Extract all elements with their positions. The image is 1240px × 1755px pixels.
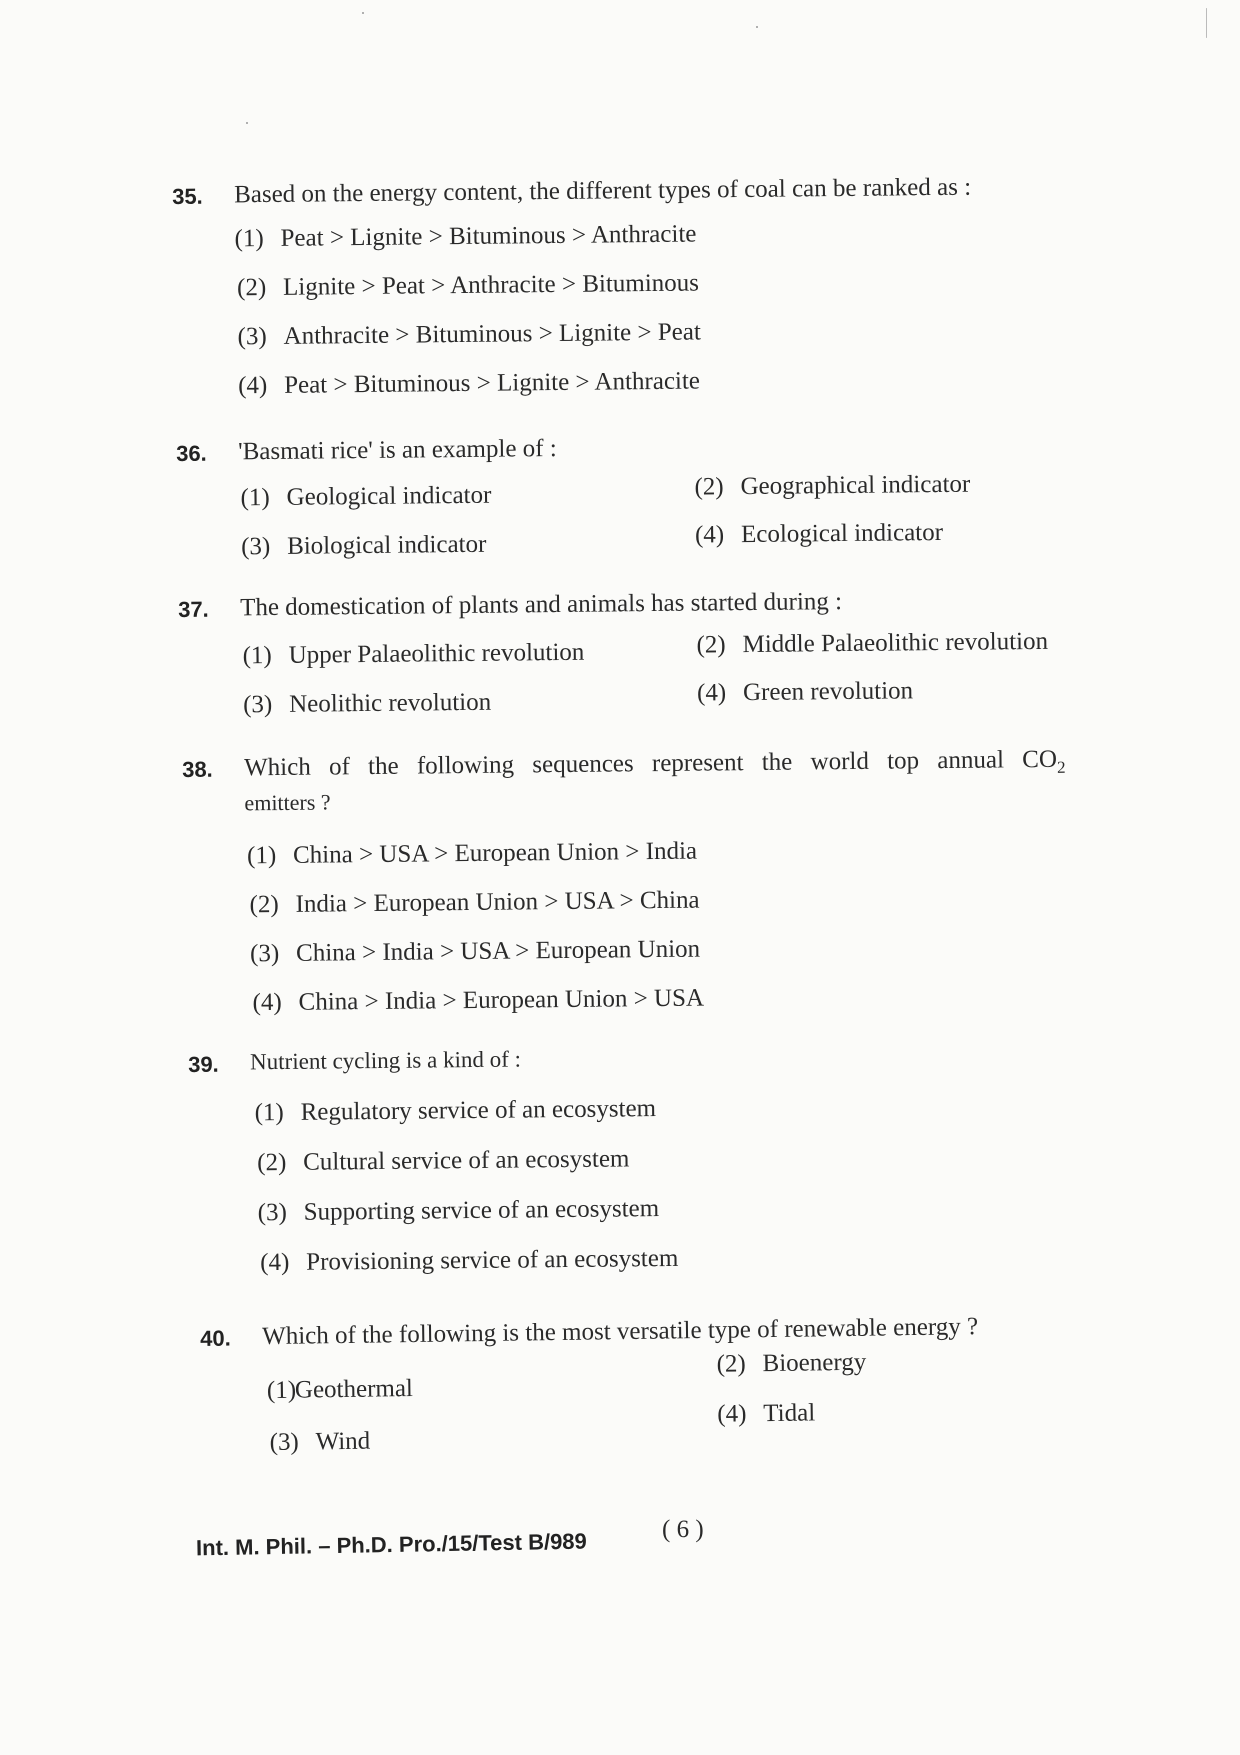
option-1: (1)Geothermal bbox=[266, 1375, 414, 1405]
option-3: (3) China > India > USA > European Union bbox=[249, 935, 701, 968]
question-text-continued: emitters ? bbox=[244, 789, 331, 816]
option-2: (2) Lignite > Peat > Anthracite > Bituminous bbox=[236, 269, 700, 302]
question-text: The domestication of plants and animals has started during : bbox=[239, 588, 843, 622]
scan-speck bbox=[246, 122, 248, 124]
question-text: Nutrient cycling is a kind of : bbox=[249, 1046, 522, 1075]
option-2: (2) Bioenergy bbox=[716, 1348, 867, 1378]
question-text: Which of the following sequences represent the world top annual $CO_2$ bbox=[243, 745, 1066, 782]
option-3: (3) Neolithic revolution bbox=[242, 688, 492, 719]
question-number: 37. bbox=[178, 596, 209, 622]
exam-code-footer: Int. M. Phil. – Ph.D. Pro./15/Test B/989 bbox=[195, 1528, 587, 1561]
option-3: (3) Biological indicator bbox=[240, 530, 487, 561]
option-1: (1) Geological indicator bbox=[240, 481, 492, 512]
option-1: (1) Peat > Lignite > Bituminous > Anthracite bbox=[234, 220, 697, 253]
option-4: (4) Green revolution bbox=[696, 677, 914, 707]
option-4: (4) Peat > Bituminous > Lignite > Anthracite bbox=[237, 367, 701, 400]
option-4: (4) Tidal bbox=[717, 1399, 816, 1428]
question-number: 38. bbox=[182, 756, 213, 782]
question-number: 39. bbox=[188, 1051, 219, 1077]
option-3: (3) Anthracite > Bituminous > Lignite > Peat bbox=[237, 318, 701, 351]
question-text: Which of the following is the most versatile type of renewable energy ? bbox=[261, 1313, 979, 1351]
option-1: (1) China > USA > European Union > India bbox=[246, 837, 698, 870]
question-text: 'Basmati rice' is an example of : bbox=[237, 435, 557, 466]
option-2: (2) Middle Palaeolithic revolution bbox=[696, 627, 1049, 659]
option-2: (2) Cultural service of an ecosystem bbox=[257, 1145, 630, 1177]
question-number: 35. bbox=[172, 183, 203, 209]
scan-speck bbox=[362, 12, 364, 14]
option-3: (3) Wind bbox=[269, 1427, 371, 1457]
scan-speck bbox=[756, 26, 758, 28]
option-1: (1) Upper Palaeolithic revolution bbox=[242, 638, 585, 670]
option-3: (3) Supporting service of an ecosystem bbox=[257, 1195, 660, 1227]
option-1: (1) Regulatory service of an ecosystem bbox=[254, 1095, 657, 1127]
option-4: (4) Provisioning service of an ecosystem bbox=[260, 1244, 679, 1277]
page-number: ( 6 ) bbox=[662, 1516, 704, 1543]
option-2: (2) Geographical indicator bbox=[694, 470, 971, 501]
option-4: (4) China > India > European Union > USA bbox=[252, 984, 705, 1017]
option-2: (2) India > European Union > USA > China bbox=[249, 886, 700, 919]
question-text: Based on the energy content, the different types of coal can be ranked as : bbox=[233, 173, 972, 209]
option-4: (4) Ecological indicator bbox=[694, 518, 944, 549]
question-number: 40. bbox=[200, 1325, 231, 1351]
scan-edge-mark bbox=[1206, 8, 1207, 38]
question-number: 36. bbox=[176, 440, 207, 466]
